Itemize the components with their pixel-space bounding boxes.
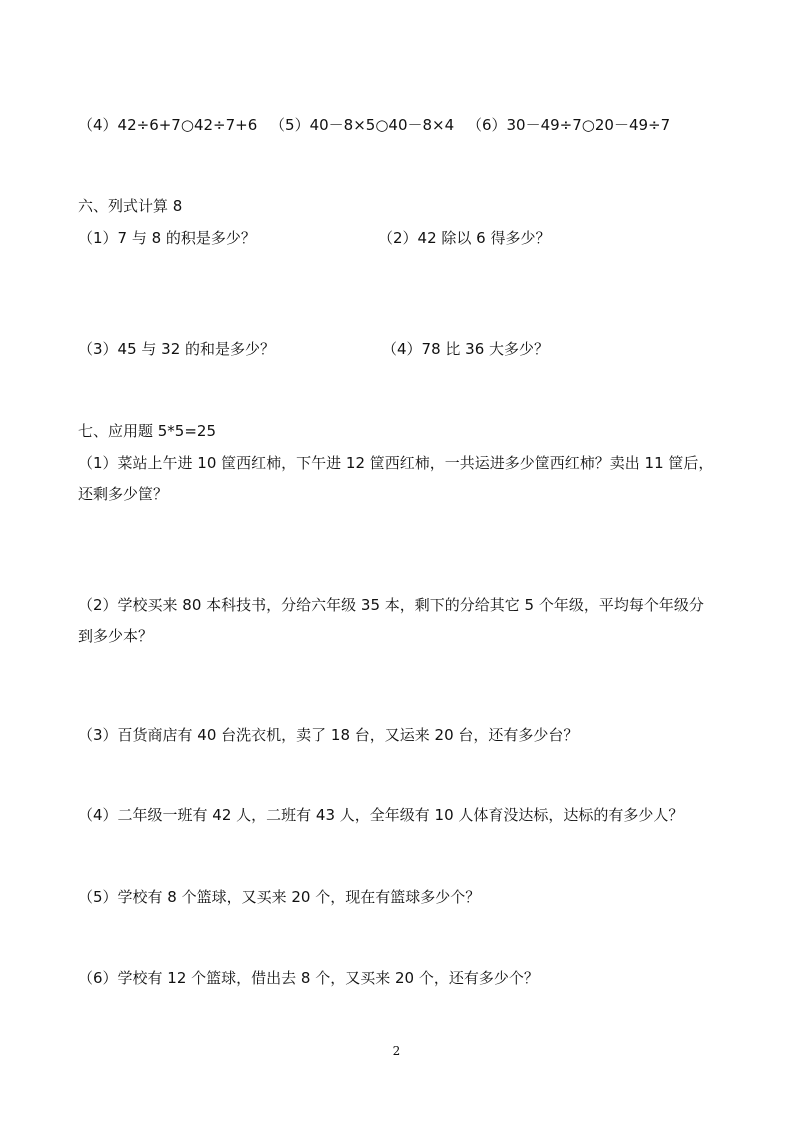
- comparison-item-6: （6）30－49÷7○20－49÷7: [466, 116, 671, 134]
- section-7-question-6: （6）学校有 12 个篮球，借出去 8 个，又买来 20 个，还有多少个？: [78, 969, 539, 987]
- section-6-title: 六、列式计算 8: [78, 197, 183, 215]
- comparison-row: [78, 116, 678, 134]
- section-6-question-3: （3）45 与 32 的和是多少？: [78, 340, 276, 358]
- comparison-item-5: （5）40－8×5○40－8×4: [270, 116, 455, 134]
- section-7-question-5: （5）学校有 8 个篮球，又买来 20 个，现在有篮球多少个？: [78, 888, 481, 906]
- section-6-question-4: （4）78 比 36 大多少？: [382, 340, 550, 358]
- page-number: 2: [392, 1044, 401, 1058]
- section-7-question-3: （3）百货商店有 40 台洗衣机，卖了 18 台，又运来 20 台，还有多少台？: [78, 726, 579, 744]
- section-7-title: 七、应用题 5*5=25: [78, 422, 217, 440]
- section-6-question-2: （2）42 除以 6 得多少？: [378, 229, 551, 247]
- section-6-question-1: （1）7 与 8 的积是多少？: [78, 229, 256, 247]
- section-7-question-4: （4）二年级一班有 42 人，二班有 43 人，全年级有 10 人体育没达标，达标的有多少人？: [78, 806, 684, 824]
- section-7-question-1: （1）菜站上午进 10 筐西红柿，下午进 12 筐西红柿，一共运进多少筐西红柿？卖出 11 筐后，还剩多少筐？: [78, 454, 714, 503]
- section-7-question-2: （2）学校买来 80 本科技书，分给六年级 35 本，剩下的分给其它 5 个年级，平均每个年级分到多少本？: [78, 596, 704, 645]
- comparison-item-4: （4）42÷6+7○42÷7+6: [78, 116, 258, 134]
